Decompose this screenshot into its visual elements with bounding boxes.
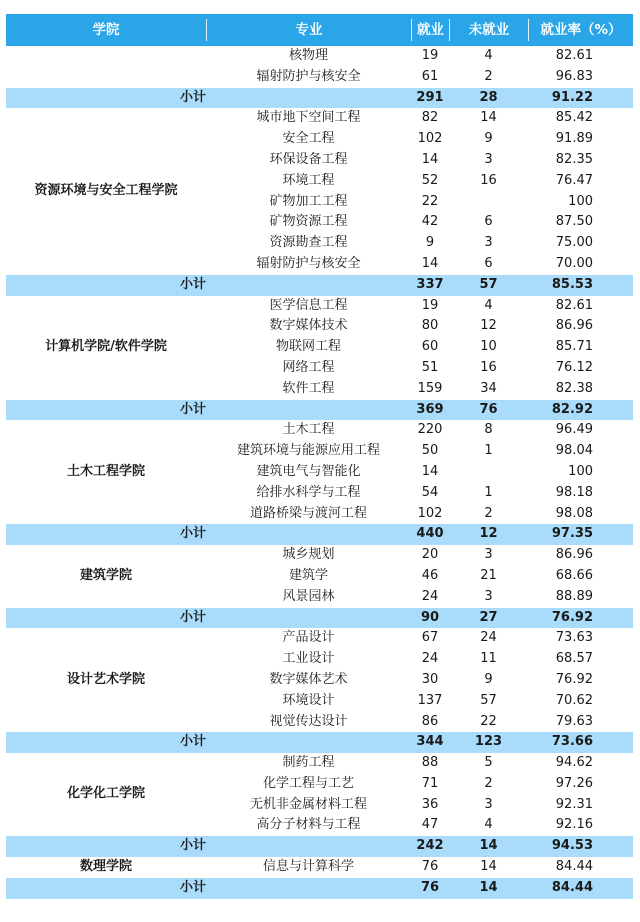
header-major: 专业 [206,14,411,46]
subtotal-spacer [206,275,411,296]
subtotal-employed: 369 [411,400,449,421]
table-body [6,46,633,899]
major-name: 视觉传达设计 [269,713,348,729]
major-name: 辐射防护与核安全 [256,68,361,84]
subtotal-label: 小计 [6,88,206,109]
major-name: 城乡规划 [282,547,335,563]
major-name: 矿物资源工程 [269,214,348,230]
employed-count: 50 [421,443,439,459]
subtotal-employed: 76 [411,878,449,899]
employed-count: 88 [421,755,439,771]
employed-count: 54 [421,484,439,500]
unemployed-count: 34 [480,380,497,396]
employed-count: 36 [421,796,439,812]
employment-rate: 73.63 [555,630,593,646]
unemployed-count: 16 [480,172,497,188]
major-name: 高分子材料与工程 [256,817,361,833]
unemployed-count: 3 [484,547,493,563]
subtotal-spacer [206,524,411,545]
major-name: 软件工程 [282,380,335,396]
subtotal-employed: 440 [411,524,449,545]
subtotal-rate: 85.53 [528,275,633,296]
unemployed-count: 14 [480,110,497,126]
unemployed-count: 3 [484,588,493,604]
subtotal-employed: 291 [411,88,449,109]
subtotal-row [6,608,633,629]
major-name: 建筑学 [288,567,328,583]
employed-count: 47 [421,817,439,833]
college-name: 化学化工学院 [66,786,145,802]
employment-rate: 98.08 [555,505,593,521]
employed-count: 86 [421,713,439,729]
subtotal-unemployed: 123 [449,732,528,753]
subtotal-rate: 76.92 [528,608,633,629]
employment-rate: 86.96 [555,547,593,563]
major-name: 资源勘查工程 [269,235,348,251]
employed-count: 220 [417,422,443,438]
subtotal-row [6,836,633,857]
employed-count: 67 [421,630,439,646]
subtotal-spacer [206,836,411,857]
major-name: 数字媒体技术 [269,318,348,334]
major-name: 安全工程 [282,131,335,147]
college-name: 设计艺术学院 [66,671,145,687]
unemployed-count [449,192,528,213]
table-row [6,545,633,566]
employment-rate: 100 [568,193,593,209]
unemployed-count: 4 [484,817,493,833]
employment-rate: 91.89 [555,131,593,147]
employed-count: 159 [417,380,443,396]
employment-rate: 82.61 [555,48,593,63]
subtotal-unemployed: 14 [449,878,528,899]
header-rate: 就业率（%） [528,14,633,46]
employed-count: 42 [421,214,439,230]
unemployed-count: 3 [484,151,493,167]
subtotal-row [6,878,633,899]
employed-count: 19 [421,48,439,63]
table-row [6,753,633,774]
major-name: 城市地下空间工程 [256,110,361,126]
major-name: 风景园林 [282,588,335,604]
employment-rate: 68.57 [555,651,593,667]
header-employed: 就业 [411,14,449,46]
major-name: 制药工程 [282,755,335,771]
unemployed-count: 1 [484,443,493,459]
college-name: 建筑学院 [79,567,132,583]
major-name: 物联网工程 [275,339,341,355]
subtotal-rate: 97.35 [528,524,633,545]
subtotal-label: 小计 [6,400,206,421]
subtotal-employed: 337 [411,275,449,296]
employed-count: 30 [421,671,439,687]
subtotal-row [6,275,633,296]
major-name: 核物理 [288,48,328,63]
unemployed-count: 9 [484,671,493,687]
major-name: 无机非金属材料工程 [249,796,367,812]
subtotal-row [6,732,633,753]
unemployed-count: 22 [480,713,497,729]
unemployed-count: 57 [480,692,497,708]
college-name: 资源环境与安全工程学院 [34,183,178,199]
employment-rate: 97.26 [555,775,593,791]
subtotal-rate: 94.53 [528,836,633,857]
header-unemployed: 未就业 [449,14,528,46]
header-row [6,14,633,46]
employed-count: 14 [421,255,439,271]
major-name: 给排水科学与工程 [256,484,361,500]
unemployed-count: 6 [484,255,493,271]
employment-rate: 87.50 [555,214,593,230]
subtotal-rate: 82.92 [528,400,633,421]
subtotal-label: 小计 [6,524,206,545]
unemployed-count: 6 [484,214,493,230]
unemployed-count: 3 [484,796,493,812]
unemployed-count: 2 [484,68,493,84]
employment-rate: 82.38 [555,380,593,396]
unemployed-count: 14 [480,859,497,875]
unemployed-count: 10 [480,339,497,355]
major-name: 信息与计算科学 [262,859,354,875]
unemployed-count: 3 [484,235,493,251]
employed-count: 76 [421,859,439,875]
major-name: 建筑电气与智能化 [256,463,361,479]
major-name: 矿物加工工程 [269,193,348,209]
employment-rate: 75.00 [555,235,593,251]
subtotal-spacer [206,400,411,421]
header-college: 学院 [6,14,206,46]
subtotal-row [6,88,633,109]
table-row [6,296,633,317]
major-name: 化学工程与工艺 [262,775,354,791]
subtotal-unemployed: 76 [449,400,528,421]
employment-rate: 96.49 [555,422,593,438]
employment-rate: 82.35 [555,151,593,167]
table-row [6,857,633,878]
subtotal-label: 小计 [6,275,206,296]
unemployed-count: 5 [484,755,493,771]
employed-count: 102 [417,131,443,147]
employed-count: 46 [421,567,439,583]
subtotal-spacer [206,732,411,753]
subtotal-spacer [206,608,411,629]
employed-count: 60 [421,339,439,355]
subtotal-rate: 84.44 [528,878,633,899]
employment-rate: 92.31 [555,796,593,812]
employed-count: 19 [421,297,439,313]
college-name [6,46,206,88]
college-name: 计算机学院/软件学院 [45,339,167,355]
employed-count: 51 [421,359,439,375]
unemployed-count: 1 [484,484,493,500]
subtotal-unemployed: 28 [449,88,528,109]
subtotal-spacer [206,88,411,109]
subtotal-label: 小计 [6,878,206,899]
major-name: 数字媒体艺术 [269,671,348,687]
employed-count: 22 [421,193,439,209]
subtotal-row [6,400,633,421]
employed-count: 14 [421,463,439,479]
employment-rate: 98.04 [555,443,593,459]
subtotal-rate: 91.22 [528,88,633,109]
unemployed-count: 2 [484,505,493,521]
unemployed-count: 12 [480,318,497,334]
employment-table [6,14,633,899]
employment-rate: 92.16 [555,817,593,833]
employed-count: 80 [421,318,439,334]
major-name: 道路桥梁与渡河工程 [249,505,367,521]
subtotal-unemployed: 14 [449,836,528,857]
table-row [6,420,633,441]
subtotal-label: 小计 [6,836,206,857]
employment-rate: 85.71 [555,339,593,355]
subtotal-label: 小计 [6,732,206,753]
employment-rate: 84.44 [555,859,593,875]
subtotal-employed: 90 [411,608,449,629]
unemployed-count: 8 [484,422,493,438]
subtotal-unemployed: 27 [449,608,528,629]
employed-count: 24 [421,651,439,667]
unemployed-count: 9 [484,131,493,147]
major-name: 环境设计 [282,692,335,708]
employment-rate: 88.89 [555,588,593,604]
employed-count: 20 [421,547,439,563]
unemployed-count: 21 [480,567,497,583]
subtotal-row [6,524,633,545]
employment-rate: 79.63 [555,713,593,729]
college-name: 土木工程学院 [66,463,145,479]
employed-count: 52 [421,172,439,188]
major-name: 网络工程 [282,359,335,375]
employment-rate: 86.96 [555,318,593,334]
employment-rate: 98.18 [555,484,593,500]
subtotal-unemployed: 12 [449,524,528,545]
subtotal-employed: 344 [411,732,449,753]
employed-count: 24 [421,588,439,604]
employment-rate: 70.00 [555,255,593,271]
unemployed-count: 11 [480,651,497,667]
major-name: 环境工程 [282,172,335,188]
unemployed-count: 24 [480,630,497,646]
subtotal-unemployed: 57 [449,275,528,296]
employed-count: 137 [417,692,443,708]
table-row [6,46,633,67]
employment-rate: 82.61 [555,297,593,313]
unemployed-count: 2 [484,775,493,791]
unemployed-count [449,462,528,483]
major-name: 环保设备工程 [269,151,348,167]
employed-count: 71 [421,775,439,791]
subtotal-employed: 242 [411,836,449,857]
employed-count: 82 [421,110,439,126]
college-name: 数理学院 [79,859,132,875]
employment-rate: 94.62 [555,755,593,771]
employment-rate: 100 [568,463,593,479]
subtotal-label: 小计 [6,608,206,629]
table-row [6,108,633,129]
major-name: 产品设计 [282,630,335,646]
employed-count: 9 [425,235,435,251]
employed-count: 61 [421,68,439,84]
unemployed-count: 4 [484,48,493,63]
employment-rate: 68.66 [555,567,593,583]
employed-count: 14 [421,151,439,167]
employment-rate: 76.47 [555,172,593,188]
employment-rate: 85.42 [555,110,593,126]
subtotal-rate: 73.66 [528,732,633,753]
employment-rate: 76.12 [555,359,593,375]
employment-rate: 96.83 [555,68,593,84]
major-name: 医学信息工程 [269,297,348,313]
employment-rate: 76.92 [555,671,593,687]
major-name: 土木工程 [282,422,335,438]
unemployed-count: 16 [480,359,497,375]
subtotal-spacer [206,878,411,899]
major-name: 辐射防护与核安全 [256,255,361,271]
employment-rate: 70.62 [555,692,593,708]
table-row [6,628,633,649]
major-name: 建筑环境与能源应用工程 [236,443,380,459]
unemployed-count: 4 [484,297,493,313]
employed-count: 102 [417,505,443,521]
major-name: 工业设计 [282,651,335,667]
